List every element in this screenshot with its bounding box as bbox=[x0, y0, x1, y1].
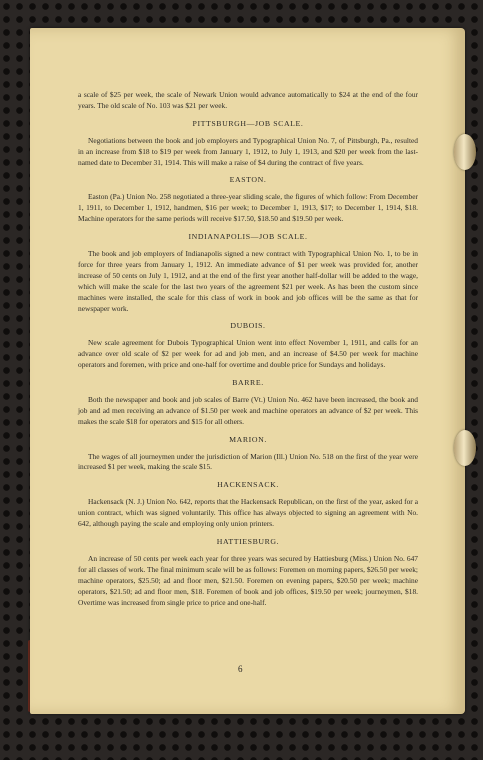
binder-ring-top bbox=[454, 134, 476, 170]
section-heading-dubois: DUBOIS. bbox=[230, 321, 266, 331]
section-body-barre: Both the newspaper and book and job scales of Barre (Vt.) Union No. 462 have been increased, the book and job and ad men receiving an advance of $1.50 per week and machine operators an advance of $2 per week. This makes the scale $18 for operators and $15 for all others. bbox=[78, 394, 418, 426]
section-heading-marion: MARION. bbox=[229, 434, 267, 444]
section-body-indianapolis: The book and job employers of Indianapolis signed a new contract with Typographical Union No. 1, to be in force for three years from January 1, 1912. An immediate advance of $1 per week was provided for, another increase of 50 cents on July 1, 1912, and at the end of the first year another half-dollar will be added to the wage, which will make the scale for the last two years of the agreement $21 per week. As has been the custom since machines were installed, the scale for this class of work in book and job offices will be the same as that for newspaper work. bbox=[78, 248, 418, 313]
section-body-marion: The wages of all journeymen under the jurisdiction of Marion (Ill.) Union No. 518 on the first of the year were increased $1 per week, making the scale $15. bbox=[78, 451, 418, 472]
section-body-hackensack: Hackensack (N. J.) Union No. 642, reports that the Hackensack Republican, on the first of the year, asked for a union contract, which was signed voluntarily. This office has always objected to signing an agreement with No. 642, although paying the scale and employing only union printers. bbox=[78, 497, 418, 529]
section-heading-barre: BARRE. bbox=[232, 378, 264, 388]
section-heading-pittsburgh: PITTSBURGH—JOB SCALE. bbox=[192, 118, 304, 128]
page-number: 6 bbox=[238, 664, 243, 674]
section-heading-easton: EASTON. bbox=[229, 175, 267, 185]
binder-ring-bottom bbox=[454, 430, 476, 466]
section-body-pittsburgh: Negotiations between the book and job employers and Typographical Union No. 7, of Pittsburgh, Pa., resulted in an increase from $18 to $19 per week from January 1, 1912, to July 1, 1913, and $20 per week from the last-named date to December 31, 1914. This will make a raise of $4 during the contract of five years. bbox=[78, 135, 418, 167]
section-heading-indianapolis: INDIANAPOLIS—JOB SCALE. bbox=[188, 232, 308, 242]
section-heading-hackensack: HACKENSACK. bbox=[217, 480, 279, 490]
section-body-dubois: New scale agreement for Dubois Typographical Union went into effect November 1, 1911, and calls for an advance over old scale of $2 per week for ad and job men, and an increase of $4.50 per week for machine operators and foremen, with price and one-half for overtime and double price for Sundays and holidays. bbox=[78, 338, 418, 370]
section-heading-hattiesburg: HATTIESBURG. bbox=[216, 537, 280, 546]
section-body-hattiesburg: An increase of 50 cents per week each year for three years was secured by Hattiesburg (Miss.) Union No. 647 for all classes of work. The final minimum scale will be as follows: Foremen on morning papers, $26.50 per week; machine operators, $25.50; ad and floor men, $21.50. Foremen on evening papers, $20.50 per week; machine operators, $21.50; ad and floor men, $18. Foremen of book and job offices, $19.50 per week; journeymen, $18. Overtime was increased from single price to price and one-half. bbox=[78, 553, 418, 607]
section-body-easton: Easton (Pa.) Union No. 258 negotiated a three-year sliding scale, the figures of which follow: From December 1, 1911, to December 1, 1912, handmen, $16 per week; to December 1, 1913, $17; to December 1, 1914, $18. Machine operators for the same periods will receive $17.50, $18.50 and $19.50 per week. bbox=[78, 192, 418, 224]
intro-paragraph: a scale of $25 per week, the scale of Newark Union would advance automatically to $24 at the end of the four years. The old scale of No. 103 was $21 per week. bbox=[78, 90, 418, 110]
page-content bbox=[78, 90, 418, 615]
